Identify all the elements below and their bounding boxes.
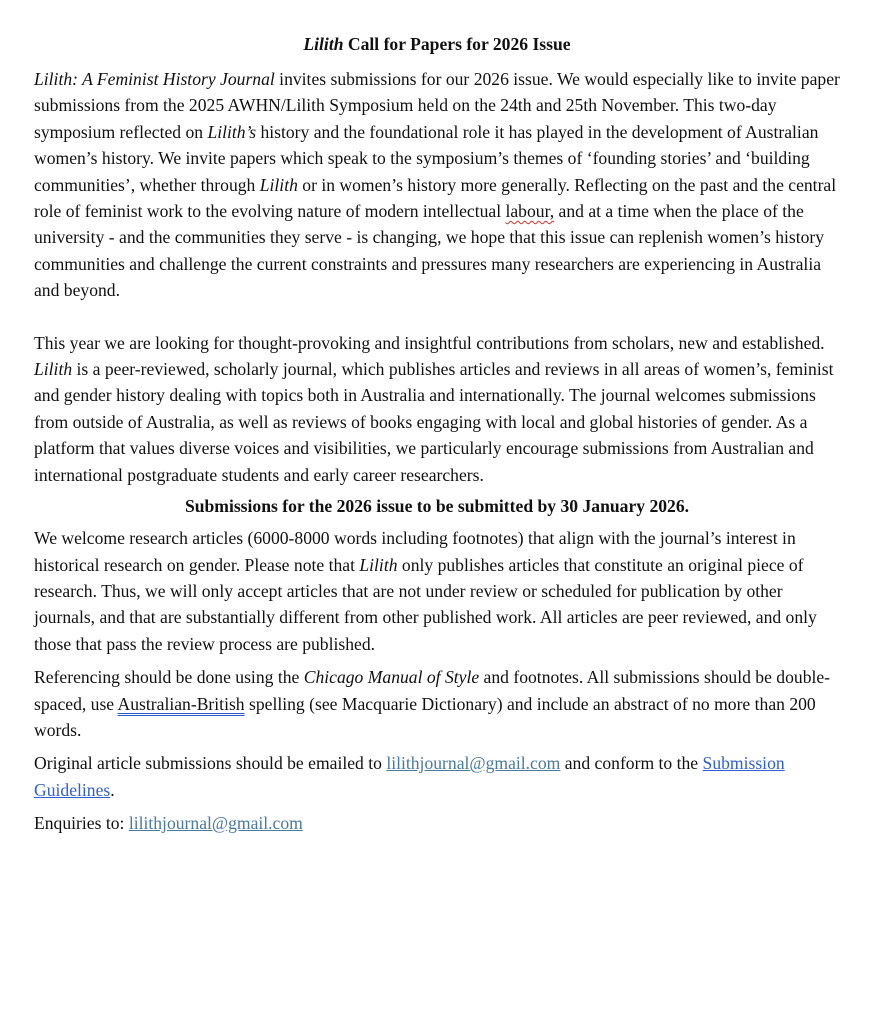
intro-paragraph [34, 66, 840, 304]
requirements-paragraph [34, 525, 840, 657]
style-manual-title: Chicago Manual of Style [303, 667, 480, 688]
referencing-text-1: Referencing should be done using the [34, 667, 304, 688]
referencing-paragraph [34, 664, 840, 743]
scope-paragraph [34, 330, 840, 488]
referencing-text-3: spelling (see Macquarie Dictionary) and include an abstract of no more than 200 words. [34, 693, 816, 740]
journal-name: Lilith [359, 554, 398, 575]
submission-email-link[interactable]: lilithjournal@gmail.com [386, 753, 561, 774]
journal-full-name: Lilith: A Feminist History Journal [34, 69, 275, 89]
page-title [34, 30, 840, 58]
spelling-flagged-word[interactable]: labour, [505, 201, 555, 222]
intro-text-4: and at a time when the place of the university - and the communities they serve - is changing, we hope that this issue can replenish women’s history communities and challenge the current constraints and pressures many researchers are experiencing in Australia and beyond. [34, 201, 825, 301]
submission-text-1: Original article submissions should be emailed to [34, 753, 387, 774]
submission-paragraph [34, 750, 840, 803]
submission-guidelines-link[interactable]: Submission Guidelines [34, 753, 785, 800]
enquiries-label: Enquiries to: [34, 813, 129, 834]
intro-text-2: history and the foundational role it has played in the development of Australian women’s history. We invite papers which speak to the symposium’s themes of ‘founding stories’ and ‘building communities’, whether through [34, 121, 819, 195]
requirements-text-1: We welcome research articles (6000-8000 words including footnotes) that align with the journal’s interest in historical research on gender. Please note that [34, 528, 796, 575]
journal-name: Lilith [259, 174, 298, 195]
submission-text-3: . [110, 779, 115, 800]
title-journal-name: Lilith [303, 34, 344, 54]
journal-name-possessive: Lilith’s [207, 121, 257, 142]
deadline-heading: Submissions for the 2026 issue to be submitted by 30 January 2026. [184, 496, 690, 517]
intro-text-3: or in women’s history more generally. Reflecting on the past and the central role of feminist work to the evolving nature of modern intellectual [34, 174, 837, 222]
referencing-text-2: and footnotes. All submissions should be double-spaced, use [34, 667, 831, 714]
scope-text-2: is a peer-reviewed, scholarly journal, which publishes articles and reviews in all areas of women’s, feminist and gender history dealing with topics both in Australia and internationally. The journal welcomes submissions from outside of Australia, as well as reviews of books engaging with local and global histories of gender. As a platform that values diverse voices and visibilities, we particularly encourage submissions from Australian and international postgraduate students and early career researchers. [34, 359, 834, 485]
submission-text-2: and conform to the [560, 753, 703, 774]
journal-name: Lilith [34, 359, 73, 380]
document-page [34, 30, 840, 837]
enquiries-email-link[interactable]: lilithjournal@gmail.com [128, 813, 303, 834]
grammar-flagged-phrase[interactable]: Australian-British [117, 693, 245, 714]
requirements-text-2: only publishes articles that constitute an original piece of research. Thus, we will only accept articles that are not under review or scheduled for publication by other journals, and that are substantially different from other published work. All articles are peer reviewed, and only those that pass the review process are published. [34, 554, 817, 654]
title-text: Call for Papers for 2026 Issue [343, 34, 571, 54]
intro-text-1: invites submissions for our 2026 issue. We would especially like to invite paper submissions from the 2025 AWHN/Lilith Symposium held on the 24th and 25th November. This two-day symposium reflected on [34, 69, 840, 142]
scope-text-1: This year we are looking for thought-provoking and insightful contributions from scholars, new and established. [34, 332, 825, 353]
enquiries-paragraph [34, 810, 840, 836]
